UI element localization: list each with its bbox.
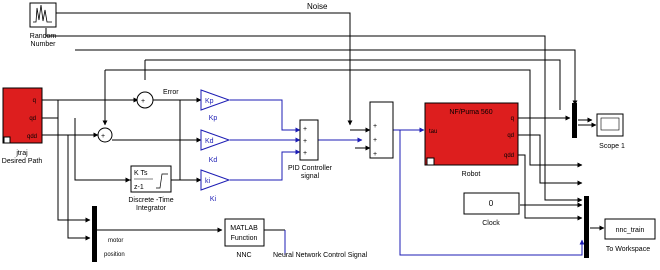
robot-link-icon [427,158,434,165]
robot-port-q: q [510,116,514,122]
wires [42,13,604,238]
desired-name: jtraj [16,150,28,157]
integrator-label-1: Discrete -Time [128,197,174,204]
robot-in-port: tau [429,129,438,135]
noise-label: Noise [307,2,328,11]
integrator-bottom: z-1 [134,184,144,191]
desired-port-qd: qd [29,116,36,122]
desired-port-q: q [32,98,36,104]
pid-label-1: PID Controller [288,165,332,172]
pid-sign-1: + [303,126,308,133]
noise-sum-sign-2: + [373,137,378,144]
blue-signals [230,100,582,255]
kd-gain[interactable] [201,130,229,164]
kp-gain[interactable] [201,90,229,122]
scope-block[interactable] [597,114,625,150]
nnc-line1: MATLAB [230,225,258,232]
kp-gain-text: Kp [205,98,214,105]
pid-sign-3: + [303,150,308,157]
nnc-label: NNC [236,252,252,259]
random-label-2: Number [30,41,56,48]
noise-sum-block[interactable] [370,102,393,158]
pid-sign-2: + [303,138,308,145]
pid-label-2: signal [300,173,320,180]
pid-sum-block[interactable] [288,120,333,180]
kp-label: Kp [208,115,218,122]
scope-mux[interactable] [572,103,577,138]
scope-label: Scope 1 [599,143,625,150]
robot-block[interactable] [425,103,518,178]
kd-label: Kd [208,157,218,164]
ki-label: Ki [209,196,217,203]
nnc-line2: Function [230,235,258,242]
nn-control-signal-label: Neural Network Control Signal [273,252,368,259]
workspace-label: To Workspace [605,246,651,253]
ki-gain-text: ki [205,178,211,185]
desired-path-block[interactable] [2,88,43,165]
integrator-label-2: Integrator [136,205,166,212]
to-workspace-block[interactable] [605,219,655,253]
robot-label: Robot [461,171,481,178]
random-label-1: Random [29,33,57,40]
integrator-top: K Ts [134,170,148,177]
noise-sum-sign-1: + [373,123,378,130]
error-sum[interactable] [137,89,179,108]
clock-label: Clock [482,220,500,227]
motor-position-mux[interactable] [92,206,97,262]
error-sum-sign: + [141,98,146,105]
robot-port-qdd: qdd [503,153,514,159]
clock-value: 0 [488,199,494,208]
robot-title: NF/Puma 560 [449,109,493,116]
random-number-block[interactable] [30,3,57,48]
scope-icon [601,118,619,130]
motor-label-2: position [104,252,125,258]
workspace-mux[interactable] [584,196,589,258]
noise-sum-sign-3: + [373,151,378,158]
desired-port-qdd: qdd [26,134,37,140]
clock-block[interactable] [464,193,519,227]
motor-label-1: motor [108,238,124,244]
workspace-var: nnc_train [615,227,645,234]
robot-port-qd: qd [507,133,514,139]
kd-gain-text: Kd [205,138,214,145]
ki-gain[interactable] [201,170,229,203]
error-label: Error [163,89,179,96]
derivative-sum-sign: + [101,133,106,140]
nnc-matlab-function[interactable] [225,219,264,259]
desired-label: Desired Path [1,158,43,165]
link-icon [4,137,10,143]
derivative-sum[interactable] [98,128,112,142]
discrete-integrator[interactable] [128,166,173,212]
